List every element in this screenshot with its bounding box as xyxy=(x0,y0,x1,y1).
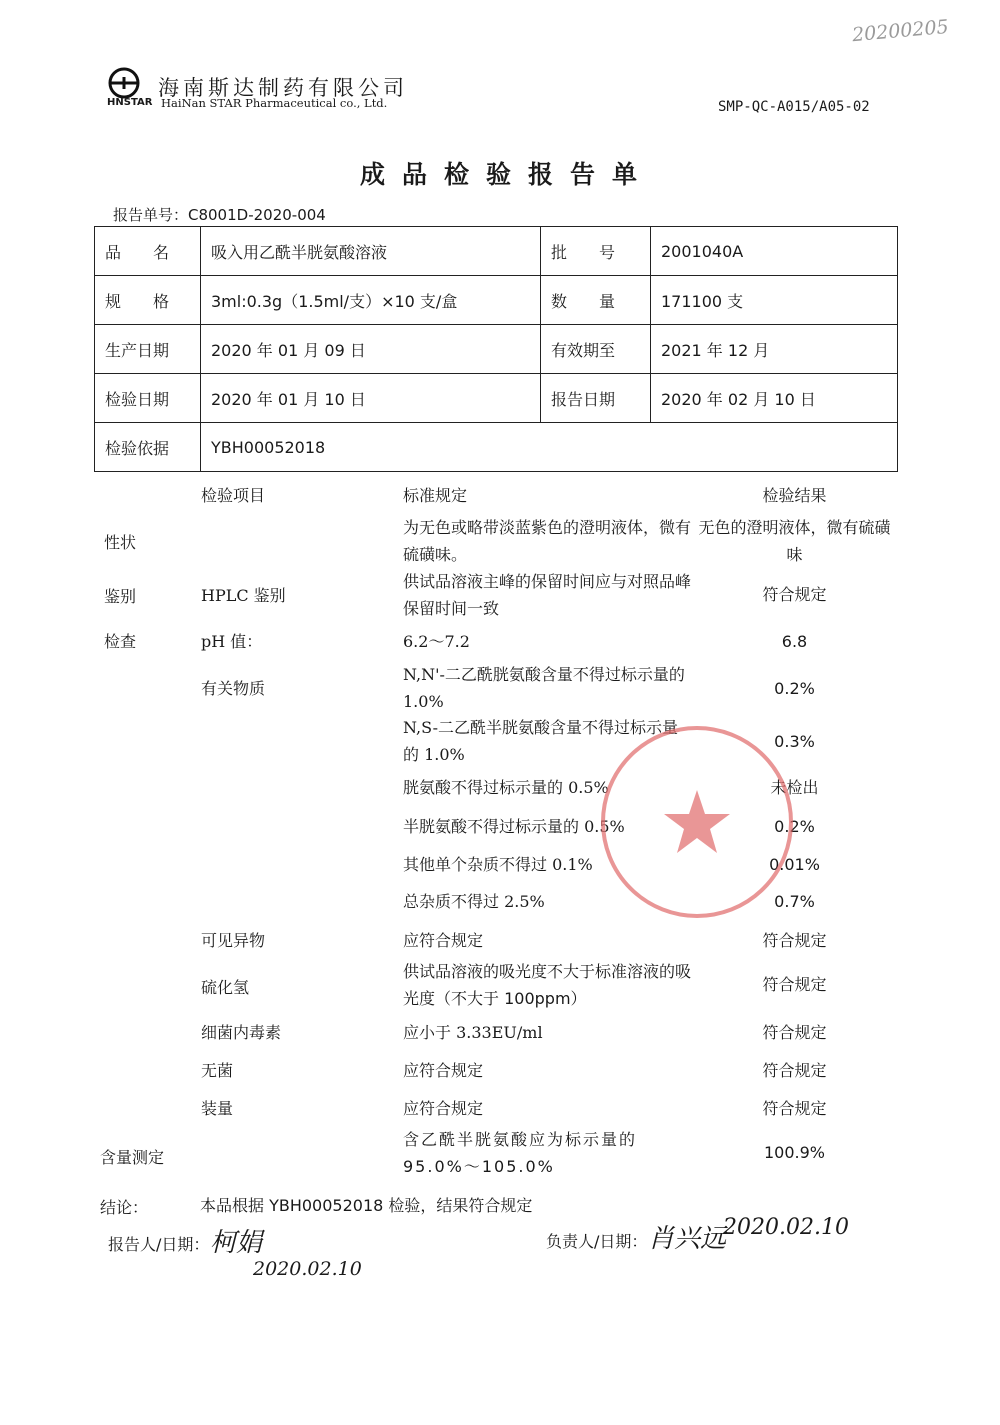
test-item: 硫化氢 xyxy=(201,978,250,997)
reporter-date: 2020.02.10 xyxy=(253,1258,362,1280)
mfg-date-value: 2020 年 01 月 09 日 xyxy=(201,325,541,374)
test-item: pH 值： xyxy=(201,632,263,651)
quantity-label: 数 量 xyxy=(541,276,651,325)
manager-label: 负责人/日期： xyxy=(546,1232,648,1251)
received-date-stamp: 20200205 xyxy=(851,15,950,47)
result: 0.2% xyxy=(774,679,815,698)
column-header-item: 检验项目 xyxy=(201,486,266,505)
logo-tag: HNSTAR xyxy=(107,97,153,108)
table-row xyxy=(95,276,898,325)
test-basis-label: 检验依据 xyxy=(95,423,201,472)
standard: 应符合规定 xyxy=(403,931,484,950)
column-header-result: 检验结果 xyxy=(762,486,827,505)
expiry-value: 2021 年 12 月 xyxy=(651,325,898,374)
table-row xyxy=(95,227,898,276)
company-name-en: HaiNan STAR Pharmaceutical co., Ltd. xyxy=(161,96,388,110)
result: 0.01% xyxy=(769,855,820,874)
report-number: 报告单号：C8001D-2020-004 xyxy=(113,206,326,224)
result: 符合规定 xyxy=(762,1023,827,1042)
standard: 应小于 3.33EU/ml xyxy=(403,1023,543,1042)
conclusion-text: 本品根据 YBH00052018 检验，结果符合规定 xyxy=(200,1196,533,1215)
report-date-label: 报告日期 xyxy=(541,374,651,423)
table-row xyxy=(95,423,898,472)
mfg-date-label: 生产日期 xyxy=(95,325,201,374)
standard: 应符合规定 xyxy=(403,1061,484,1080)
result: 0.7% xyxy=(774,892,815,911)
standard: 为无色或略带淡蓝紫色的澄明液体，微有硫磺味。 xyxy=(403,518,692,564)
test-item: 有关物质 xyxy=(201,679,266,698)
test-basis-value: YBH00052018 xyxy=(201,423,898,472)
result: 6.8 xyxy=(781,632,808,651)
document-code: SMP-QC-A015/A05-02 xyxy=(718,99,870,115)
category: 检查 xyxy=(104,632,137,651)
result: 未检出 xyxy=(770,778,819,797)
page-title: 成品检验报告单 xyxy=(359,160,654,189)
company-name-cn: 海南斯达制药有限公司 xyxy=(158,76,408,100)
category: 鉴别 xyxy=(104,587,137,606)
manager-signature: 肖兴远 xyxy=(648,1224,727,1254)
standard: 其他单个杂质不得过 0.1% xyxy=(403,855,593,874)
standard: 供试品溶液的吸光度不大于标准溶液的吸光度（不大于 100ppm） xyxy=(403,962,692,1008)
spec-value: 3ml:0.3g（1.5ml/支）×10 支/盒 xyxy=(201,276,541,325)
product-name-label: 品 名 xyxy=(95,227,201,276)
result: 符合规定 xyxy=(762,585,827,604)
category: 含量测定 xyxy=(100,1148,165,1167)
manager-date: 2020.02.10 xyxy=(723,1215,849,1240)
result: 符合规定 xyxy=(762,1099,827,1118)
standard: N,N'-二乙酰胱氨酸含量不得过标示量的 1.0% xyxy=(403,665,685,711)
test-item: 装量 xyxy=(201,1099,234,1118)
result: 100.9% xyxy=(763,1143,825,1162)
spec-label: 规 格 xyxy=(95,276,201,325)
product-name-value: 吸入用乙酰半胱氨酸溶液 xyxy=(201,227,541,276)
standard: 半胱氨酸不得过标示量的 0.5% xyxy=(403,817,625,836)
standard: 供试品溶液主峰的保留时间应与对照品峰保留时间一致 xyxy=(403,572,692,618)
test-date-value: 2020 年 01 月 10 日 xyxy=(201,374,541,423)
batch-label: 批 号 xyxy=(541,227,651,276)
test-item: HPLC 鉴别 xyxy=(201,586,286,605)
standard: 6.2～7.2 xyxy=(403,632,470,651)
table-row xyxy=(95,374,898,423)
result: 无色的澄明液体，微有硫磺味 xyxy=(698,518,891,564)
expiry-label: 有效期至 xyxy=(541,325,651,374)
result: 0.3% xyxy=(774,732,815,751)
category: 性状 xyxy=(104,533,137,552)
reporter-label: 报告人/日期： xyxy=(108,1235,210,1254)
test-date-label: 检验日期 xyxy=(95,374,201,423)
result: 符合规定 xyxy=(762,1061,827,1080)
quantity-value: 171100 支 xyxy=(651,276,898,325)
test-item: 细菌内毒素 xyxy=(201,1023,282,1042)
standard: 应符合规定 xyxy=(403,1099,484,1118)
result: 符合规定 xyxy=(762,931,827,950)
standard: 含乙酰半胱氨酸应为标示量的 95.0%～105.0% xyxy=(403,1130,638,1176)
reporter-signature: 柯娟 xyxy=(210,1228,263,1258)
test-item: 无菌 xyxy=(201,1061,234,1080)
product-info-table xyxy=(94,226,898,472)
column-header-standard: 标准规定 xyxy=(403,486,468,505)
result: 0.2% xyxy=(774,817,815,836)
batch-value: 2001040A xyxy=(651,227,898,276)
conclusion-label: 结论： xyxy=(100,1198,149,1217)
company-logo-icon xyxy=(108,67,140,99)
test-item: 可见异物 xyxy=(201,931,266,950)
standard: 胱氨酸不得过标示量的 0.5% xyxy=(403,778,609,797)
report-date-value: 2020 年 02 月 10 日 xyxy=(651,374,898,423)
table-row xyxy=(95,325,898,374)
standard: N,S-二乙酰半胱氨酸含量不得过标示量的 1.0% xyxy=(403,718,679,764)
result: 符合规定 xyxy=(762,975,827,994)
standard: 总杂质不得过 2.5% xyxy=(403,892,545,911)
